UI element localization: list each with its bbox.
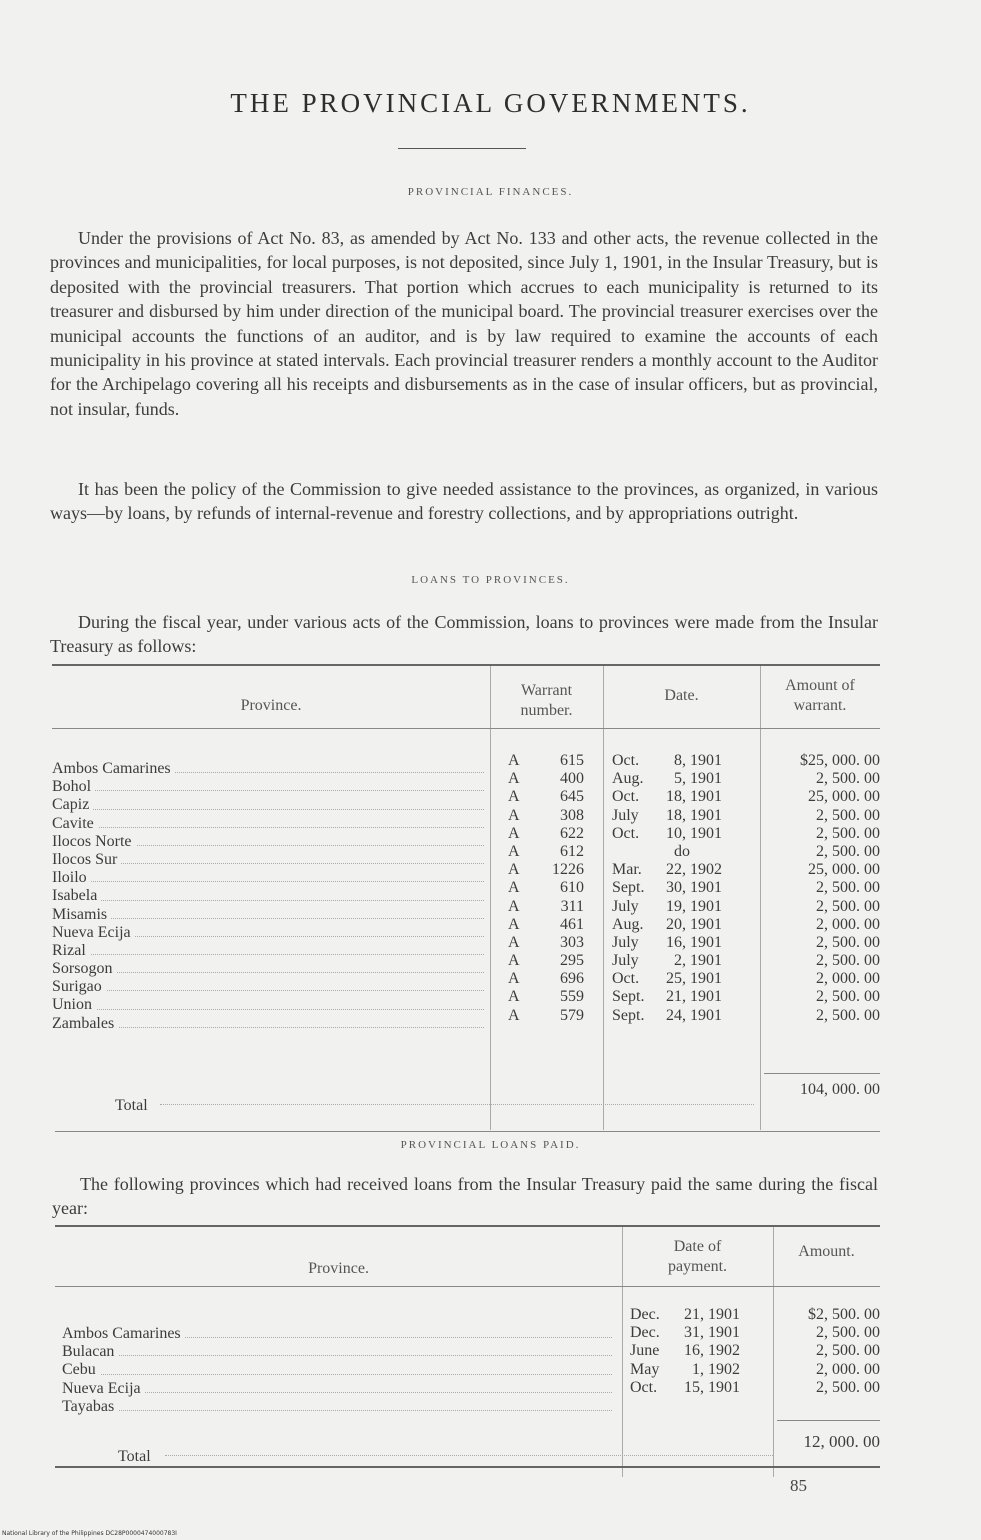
date-day-year: 10, 1901 xyxy=(666,824,722,842)
loans-date-cell xyxy=(612,879,752,897)
warrant-number: 308 xyxy=(560,806,584,824)
loans-paid-amount-cell-text: 2, 000. 00 xyxy=(816,1360,880,1378)
loans-warrant-cell xyxy=(508,970,584,988)
date-month: July xyxy=(612,952,639,970)
warrant-number: 622 xyxy=(560,824,584,842)
warrant-number: 461 xyxy=(560,915,584,933)
warrant-number: 610 xyxy=(560,879,584,897)
loans-warrant-cell xyxy=(508,898,584,916)
loans-sum-rule xyxy=(764,1073,880,1074)
date-month: Oct. xyxy=(630,1378,658,1396)
warrant-number: 400 xyxy=(560,770,584,788)
loans-date-column xyxy=(612,752,752,1025)
loans-date-cell xyxy=(612,807,752,825)
loans-paid-date-cell xyxy=(630,1324,766,1342)
loans-amount-cell xyxy=(764,988,880,1006)
loans-amount-cell-text: 2, 500. 00 xyxy=(816,806,880,824)
date-month: Sept. xyxy=(612,879,645,897)
warrant-number: 311 xyxy=(560,897,584,915)
section-heading-finances: PROVINCIAL FINANCES. xyxy=(407,186,574,198)
warrant-prefix: A xyxy=(508,879,520,897)
section-heading-loans-paid: PROVINCIAL LOANS PAID. xyxy=(400,1139,581,1151)
loans-province-cell-text: Bohol xyxy=(52,778,95,795)
loans-paid-date-cell xyxy=(630,1306,766,1324)
loans-province-cell-text: Rizal xyxy=(52,942,90,959)
loans-paid-total-label: Total xyxy=(118,1448,151,1465)
loans-date-cell xyxy=(612,898,752,916)
loans-total-amount: 104, 000. 00 xyxy=(800,1081,880,1098)
loans-date-cell xyxy=(612,770,752,788)
loans-amount-cell-text: 2, 500. 00 xyxy=(816,988,880,1006)
date-month: July xyxy=(612,806,639,824)
loans-province-cell xyxy=(52,960,484,978)
date-day-year: 18, 1901 xyxy=(666,806,722,824)
loans-province-cell-text: Surigao xyxy=(52,978,106,995)
loans-header-date: Date. xyxy=(664,687,699,704)
loans-paid-amount-cell-text: 2, 500. 00 xyxy=(816,1324,880,1342)
loans-header-warrant-line2: number. xyxy=(520,702,573,719)
loans-amount-cell-text: 2, 500. 00 xyxy=(816,824,880,842)
loans-warrant-cell xyxy=(508,879,584,897)
date-month: July xyxy=(612,933,639,951)
loans-paid-header-amount: Amount. xyxy=(798,1243,855,1260)
date-day-year: 22, 1902 xyxy=(666,861,722,879)
loans-province-cell-text: Ilocos Sur xyxy=(52,851,121,868)
loans-paid-province-cell xyxy=(62,1343,612,1361)
date-day-year: 2, 1901 xyxy=(674,952,722,970)
loans-amount-cell-text: 2, 500. 00 xyxy=(816,933,880,951)
loans-amount-cell xyxy=(764,825,880,843)
loans-paid-date-cell xyxy=(630,1361,766,1379)
loans-amount-cell-text: 2, 500. 00 xyxy=(816,879,880,897)
loans-amount-cell xyxy=(764,934,880,952)
date-day-year: 19, 1901 xyxy=(666,897,722,915)
loans-amount-cell xyxy=(764,879,880,897)
warrant-prefix: A xyxy=(508,915,520,933)
date-month: Mar. xyxy=(612,861,642,879)
loans-paid-province-cell-text: Bulacan xyxy=(62,1343,118,1360)
loans-header-warrant-line1: Warrant xyxy=(520,682,573,699)
loans-header-province: Province. xyxy=(240,697,302,714)
loans-province-cell xyxy=(52,869,484,887)
warrant-number: 295 xyxy=(560,952,584,970)
loans-amount-cell xyxy=(764,807,880,825)
warrant-prefix: A xyxy=(508,752,520,769)
loans-amount-cell xyxy=(764,1007,880,1025)
loans-warrant-cell xyxy=(508,1007,584,1025)
warrant-number: 1226 xyxy=(552,861,584,879)
date-day-year: 24, 1901 xyxy=(666,1006,722,1024)
loans-province-cell-text: Ilocos Norte xyxy=(52,833,136,850)
date-day-year: 30, 1901 xyxy=(666,879,722,897)
warrant-prefix: A xyxy=(508,824,520,842)
warrant-prefix: A xyxy=(508,842,520,860)
loans-date-cell xyxy=(612,861,752,879)
date-month: Sept. xyxy=(612,1006,645,1024)
loans-paid-amount-column xyxy=(777,1306,880,1397)
loans-province-cell xyxy=(52,1015,484,1033)
warrant-number: 615 xyxy=(560,752,584,769)
loans-amount-cell-text: 2, 500. 00 xyxy=(816,897,880,915)
warrant-prefix: A xyxy=(508,970,520,988)
date-month: Dec. xyxy=(630,1306,660,1323)
loans-warrant-cell xyxy=(508,788,584,806)
loans-warrant-cell xyxy=(508,916,584,934)
loans-paid-province-column xyxy=(62,1325,612,1416)
loans-amount-cell-text: 2, 500. 00 xyxy=(816,842,880,860)
loans-amount-cell xyxy=(764,752,880,770)
loans-amount-cell-text: 25, 000. 00 xyxy=(808,861,880,879)
warrant-prefix: A xyxy=(508,806,520,824)
date-month: Sept. xyxy=(612,988,645,1006)
loans-amount-cell-text: 2, 000. 00 xyxy=(816,970,880,988)
loans-paid-date-cell xyxy=(630,1379,766,1397)
loans-paid-date-column xyxy=(630,1306,766,1397)
loans-province-cell xyxy=(52,778,484,796)
loans-province-column xyxy=(52,760,484,1033)
loans-amount-cell xyxy=(764,916,880,934)
loans-date-cell xyxy=(612,788,752,806)
loans-table-bottom-rule xyxy=(55,1131,880,1132)
warrant-number: 559 xyxy=(560,988,584,1006)
loans-table-col-divider xyxy=(603,666,604,1130)
date-month: Oct. xyxy=(612,788,640,806)
date-day-year: 8, 1901 xyxy=(674,752,722,769)
loans-warrant-cell xyxy=(508,770,584,788)
loans-header-warrant xyxy=(490,681,603,721)
loans-amount-cell-text: 2, 500. 00 xyxy=(816,952,880,970)
loans-province-cell xyxy=(52,924,484,942)
loans-province-cell xyxy=(52,833,484,851)
loans-paid-province-cell xyxy=(62,1361,612,1379)
section-heading-loans: LOANS TO PROVINCES. xyxy=(411,574,570,586)
loans-paid-amount-cell-text: $2, 500. 00 xyxy=(808,1306,880,1323)
loans-paid-header-date-line1: Date of xyxy=(673,1238,722,1255)
paragraph-loans-intro: During the fiscal year, under various acts of the Commission, loans to provinces were made from the Insular Treasury as follows: xyxy=(50,612,878,657)
loans-paid-header-date xyxy=(622,1237,773,1277)
warrant-prefix: A xyxy=(508,988,520,1006)
loans-province-cell xyxy=(52,942,484,960)
loans-paid-total-amount: 12, 000. 00 xyxy=(803,1432,880,1451)
paragraph-loans-paid-intro: The following provinces which had received loans from the Insular Treasury paid the same during the fiscal year: xyxy=(52,1174,878,1219)
loans-province-cell-text: Zambales xyxy=(52,1015,118,1032)
loans-province-cell-text: Sorsogon xyxy=(52,960,116,977)
date-day-year: 5, 1901 xyxy=(674,770,722,788)
loans-paid-amount-cell xyxy=(777,1324,880,1342)
loans-paid-amount-cell xyxy=(777,1342,880,1360)
loans-table-col-divider xyxy=(490,666,491,1130)
date-month: Oct. xyxy=(612,824,640,842)
scan-footer: National Library of the Philippines DC28P0000474000783I xyxy=(2,1530,177,1537)
loans-table-top-rule xyxy=(52,664,880,666)
loans-paid-province-cell xyxy=(62,1380,612,1398)
date-day-year: 31, 1901 xyxy=(684,1324,740,1342)
loans-province-cell-text: Capiz xyxy=(52,796,93,813)
loans-paid-amount-cell-text: 2, 500. 00 xyxy=(816,1342,880,1360)
loans-amount-cell xyxy=(764,898,880,916)
loans-date-cell xyxy=(612,970,752,988)
loans-table-header-rule xyxy=(52,728,880,729)
date-day-year: 15, 1901 xyxy=(684,1378,740,1396)
date-month: Aug. xyxy=(612,915,644,933)
paragraph-finances-2: It has been the policy of the Commission to give needed assistance to the provinces, as organized, in various ways—by loans, by refunds of internal-revenue and forestry collections, and by appropriations outright. xyxy=(50,479,878,524)
loans-paid-province-cell-text: Cebu xyxy=(62,1361,100,1378)
warrant-number: 696 xyxy=(560,970,584,988)
date-month: May xyxy=(630,1360,660,1378)
loans-paid-header-date-line2: payment. xyxy=(667,1258,728,1275)
warrant-prefix: A xyxy=(508,933,520,951)
loans-warrant-cell xyxy=(508,843,584,861)
loans-total-leader xyxy=(160,1104,754,1105)
date-month: June xyxy=(630,1342,660,1360)
loans-province-cell-text: Cavite xyxy=(52,815,98,832)
loans-paid-amount-cell-text: 2, 500. 00 xyxy=(816,1378,880,1396)
loans-date-cell xyxy=(612,952,752,970)
loans-amount-cell xyxy=(764,952,880,970)
loans-paid-amount-cell xyxy=(777,1306,880,1324)
loans-amount-cell-text: 2, 000. 00 xyxy=(816,915,880,933)
date-month: Dec. xyxy=(630,1324,660,1342)
date-day-year: 21, 1901 xyxy=(666,988,722,1006)
loans-province-cell-text: Union xyxy=(52,996,96,1013)
warrant-prefix: A xyxy=(508,770,520,788)
loans-warrant-cell xyxy=(508,807,584,825)
date-month: Oct. xyxy=(612,970,640,988)
loans-date-cell xyxy=(612,825,752,843)
loans-amount-cell xyxy=(764,788,880,806)
loans-header-amount-line2: warrant. xyxy=(793,697,847,714)
loans-paid-province-cell-text: Ambos Camarines xyxy=(62,1325,185,1342)
loans-paid-date-cell xyxy=(630,1342,766,1360)
loans-province-cell xyxy=(52,796,484,814)
loans-paid-province-cell-text: Tayabas xyxy=(62,1398,118,1415)
warrant-number: 303 xyxy=(560,933,584,951)
loans-province-cell xyxy=(52,760,484,778)
warrant-number: 645 xyxy=(560,788,584,806)
loans-paid-sum-rule xyxy=(777,1420,880,1421)
warrant-prefix: A xyxy=(508,897,520,915)
loans-table-col-divider xyxy=(760,666,761,1130)
loans-province-cell-text: Iloilo xyxy=(52,869,91,886)
loans-amount-cell xyxy=(764,861,880,879)
loans-province-cell-text: Ambos Camarines xyxy=(52,760,175,777)
loans-warrant-cell xyxy=(508,952,584,970)
loans-province-cell-text: Isabela xyxy=(52,887,101,904)
loans-warrant-cell xyxy=(508,861,584,879)
date-month: Aug. xyxy=(612,770,644,788)
loans-warrant-column xyxy=(508,752,584,1025)
loans-paid-amount-cell xyxy=(777,1379,880,1397)
date-month: Oct. xyxy=(612,752,640,769)
date-month: July xyxy=(612,897,639,915)
loans-amount-cell-text: 2, 500. 00 xyxy=(816,770,880,788)
loans-province-cell xyxy=(52,906,484,924)
loans-date-cell xyxy=(612,752,752,770)
loans-paid-total-leader xyxy=(165,1455,773,1456)
loans-paid-header-province: Province. xyxy=(308,1260,369,1277)
warrant-prefix: A xyxy=(508,1006,520,1024)
loans-province-cell-text: Misamis xyxy=(52,906,111,923)
page-number: 85 xyxy=(790,1476,807,1495)
loans-amount-cell xyxy=(764,843,880,861)
loans-header-amount-line1: Amount of xyxy=(785,677,855,694)
loans-date-cell xyxy=(612,934,752,952)
loans-paid-amount-cell xyxy=(777,1361,880,1379)
loans-province-cell-text: Nueva Ecija xyxy=(52,924,135,941)
loans-date-cell xyxy=(612,1007,752,1025)
loans-province-cell xyxy=(52,851,484,869)
paragraph-finances-1: Under the provisions of Act No. 83, as amended by Act No. 133 and other acts, the revenue collected in the provinces and municipalities, for local purposes, is not deposited, since July 1, 1901, in the Insular Treasury, but is deposited with the provincial treasurers. That portion which accrues to each municipality is returned to its treasurer and disbursed by him under direction of the municipal board. The provincial treasurer exercises over the municipal accounts the functions of an auditor, and is by law required to examine the accounts of each municipality in his province at stated intervals. Each provincial treasurer renders a monthly account to the Auditor for the Archipelago covering all his receipts and disbursements as in the case of insular officers, but as provincial, not insular, funds. xyxy=(50,228,878,419)
loans-province-cell xyxy=(52,887,484,905)
loans-amount-cell xyxy=(764,970,880,988)
date-day-year: 16, 1901 xyxy=(666,933,722,951)
loans-paid-table-header-rule xyxy=(55,1286,880,1287)
warrant-number: 579 xyxy=(560,1006,584,1024)
loans-paid-table-bottom-rule xyxy=(55,1466,880,1468)
loans-province-cell xyxy=(52,996,484,1014)
loans-warrant-cell xyxy=(508,752,584,770)
loans-date-cell xyxy=(612,916,752,934)
warrant-prefix: A xyxy=(508,861,520,879)
loans-warrant-cell xyxy=(508,934,584,952)
date-day-year: 25, 1901 xyxy=(666,970,722,988)
date-day-year: 1, 1902 xyxy=(692,1360,740,1378)
loans-date-cell xyxy=(612,843,752,861)
page-title: THE PROVINCIAL GOVERNMENTS. xyxy=(230,88,751,118)
loans-paid-province-cell-text: Nueva Ecija xyxy=(62,1380,145,1397)
loans-amount-cell-text: 2, 500. 00 xyxy=(816,1006,880,1024)
loans-amount-cell xyxy=(764,770,880,788)
loans-amount-cell-text: 25, 000. 00 xyxy=(808,788,880,806)
loans-total-label: Total xyxy=(115,1097,148,1114)
loans-warrant-cell xyxy=(508,988,584,1006)
loans-amount-column xyxy=(764,752,880,1025)
loans-paid-province-cell xyxy=(62,1398,612,1416)
loans-date-cell xyxy=(612,988,752,1006)
loans-header-amount xyxy=(760,676,880,716)
warrant-number: 612 xyxy=(560,842,584,860)
loans-paid-province-cell xyxy=(62,1325,612,1343)
warrant-prefix: A xyxy=(508,952,520,970)
loans-province-cell xyxy=(52,978,484,996)
date-day-year: 20, 1901 xyxy=(666,915,722,933)
date-day-year: 16, 1902 xyxy=(684,1342,740,1360)
loans-paid-table-col-divider xyxy=(773,1227,774,1477)
warrant-prefix: A xyxy=(508,788,520,806)
loans-amount-cell-text: $25, 000. 00 xyxy=(800,752,880,769)
date-day-year: 18, 1901 xyxy=(666,788,722,806)
loans-paid-table-top-rule xyxy=(55,1225,880,1227)
loans-warrant-cell xyxy=(508,825,584,843)
date-day-year: 21, 1901 xyxy=(684,1306,740,1323)
ditto-mark: do xyxy=(674,842,690,860)
loans-province-cell xyxy=(52,815,484,833)
title-rule xyxy=(398,148,526,149)
